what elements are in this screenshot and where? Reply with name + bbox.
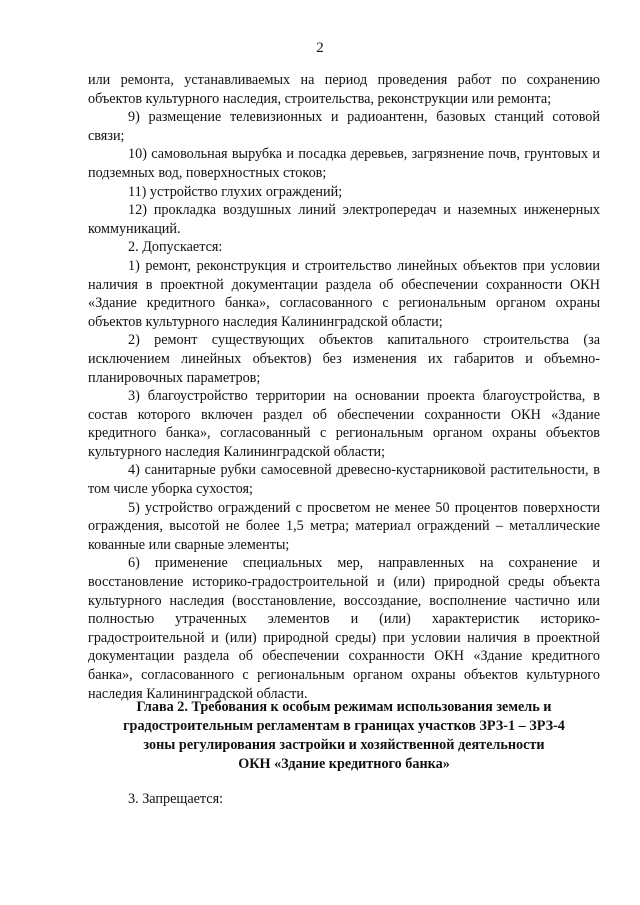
chapter-heading-line: ОКН «Здание кредитного банка»	[238, 756, 450, 772]
chapter-heading-line: Глава 2. Требования к особым режимам использования земель и	[136, 699, 552, 715]
list-item-11: 11) устройство глухих ограждений;	[128, 183, 343, 200]
allowed-item-6: 6) применение специальных мер, направленных на сохранение и восстановление историко-градостроительной и (или) природной среды объекта культурного наследия (восстановление, воссоздание, восполнение частично или полностью утраченных элементов и (или) характеристик историко-градостроительной и (или) природной среды) при условии наличия в проектной документации раздела об обеспечении сохранности ОКН «Здание кредитного банка», согласованного с региональным органом охраны объектов культурного наследия Калининградской области.	[88, 555, 600, 702]
chapter-heading-line: зоны регулирования застройки и хозяйственной деятельности	[143, 737, 545, 753]
body-text	[88, 71, 600, 703]
chapter-heading-line: градостроительным регламентам в границах участков ЗРЗ-1 – ЗРЗ-4	[123, 718, 565, 734]
allowed-item-4: 4) санитарные рубки самосевной древесно-кустарниковой растительности, в том числе уборка сухостоя;	[88, 462, 600, 498]
list-item-12: 12) прокладка воздушных линий электропередач и наземных инженерных коммуникаций.	[88, 202, 600, 237]
list-item-9: 9) размещение телевизионных и радиоантенн, базовых станций сотовой связи;	[88, 109, 600, 144]
section-3-heading: 3. Запрещается:	[128, 791, 224, 807]
allowed-item-1: 1) ремонт, реконструкция и строительство линейных объектов при условии наличия в проектной документации раздела об обеспечении сохранности ОКН «Здание кредитного банка», согласованного с региональным органом охраны объектов культурного наследия Калининградской области;	[88, 257, 600, 330]
allowed-item-5: 5) устройство ограждений с просветом не менее 50 процентов поверхности ограждения, высотой не более 1,5 метра; материал ограждений – металлические кованные или сварные элементы;	[88, 499, 600, 553]
allowed-item-2: 2) ремонт существующих объектов капитального строительства (за исключением линейных объектов) без изменения их габаритов и объемно-планировочных параметров;	[88, 332, 600, 386]
chapter-heading	[88, 698, 600, 774]
section-2-heading: 2. Допускается:	[128, 239, 223, 256]
paragraph-continuation: или ремонта, устанавливаемых на период проведения работ по сохранению объектов культурного наследия, строительства, реконструкции или ремонта;	[88, 72, 600, 107]
page-number: 2	[316, 40, 324, 56]
allowed-item-3: 3) благоустройство территории на основании проекта благоустройства, в состав которого включен раздел об обеспечении сохранности ОКН «Здание кредитного банка», согласованный с региональным органом охраны объектов культурного наследия Калининградской области;	[88, 388, 600, 460]
list-item-10: 10) самовольная вырубка и посадка деревьев, загрязнение почв, грунтовых и подземных вод, поверхностных стоков;	[88, 146, 600, 181]
